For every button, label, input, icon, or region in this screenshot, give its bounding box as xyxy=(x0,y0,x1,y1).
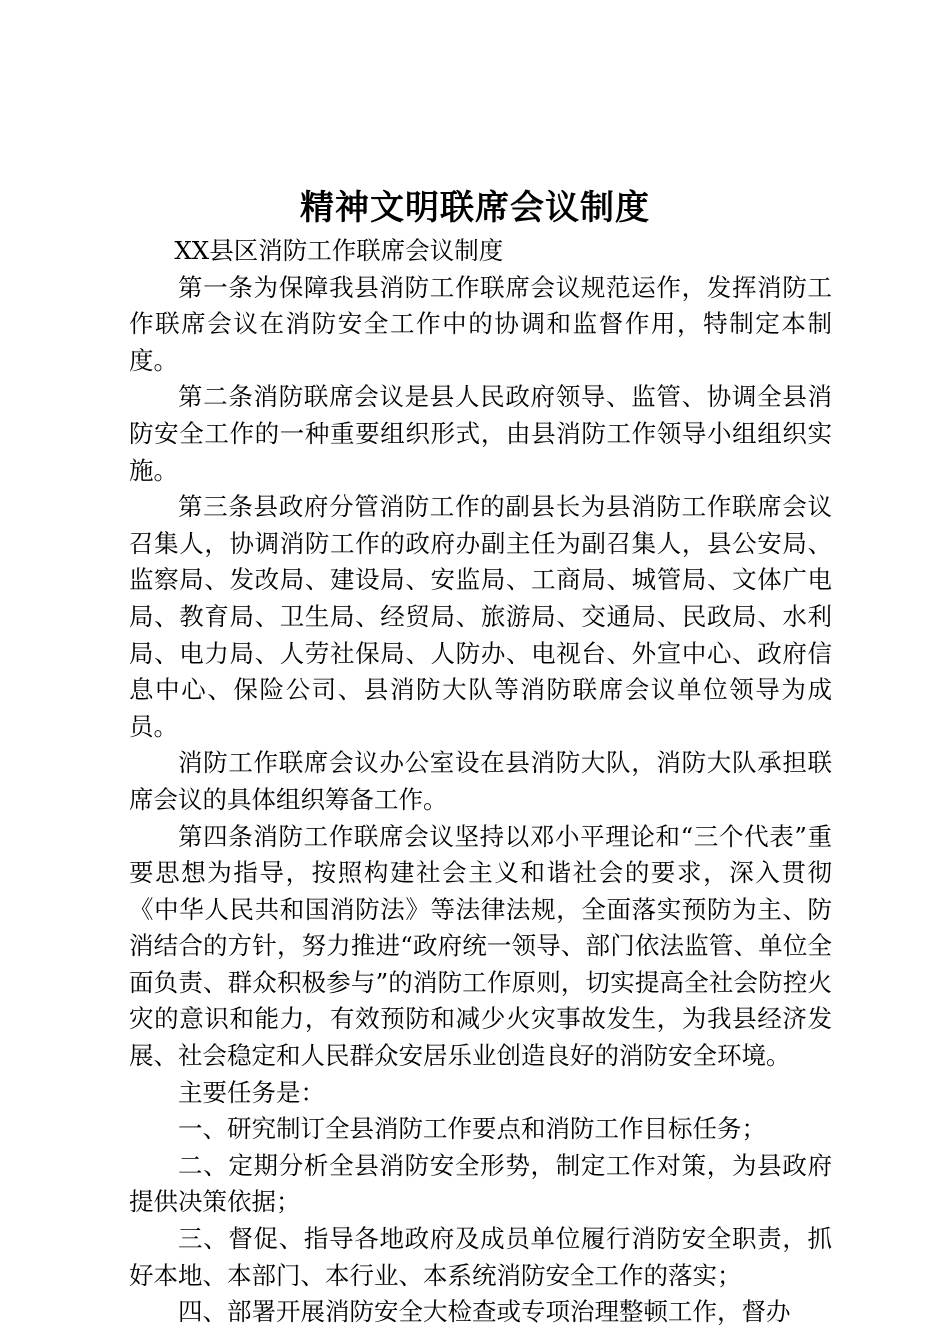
paragraph-task-3: 三、督促、指导各地政府及成员单位履行消防安全职责，抓好本地、本部门、本行业、本系统消防安全工作的落实； xyxy=(129,1224,832,1290)
paragraph-office: 消防工作联席会议办公室设在县消防大队，消防大队承担联席会议的具体组织筹备工作。 xyxy=(129,748,832,814)
paragraph-article-1: 第一条为保障我县消防工作联席会议规范运作，发挥消防工作联席会议在消防安全工作中的协调和监督作用，特制定本制度。 xyxy=(129,272,832,375)
paragraph-task-1: 一、研究制订全县消防工作要点和消防工作目标任务； xyxy=(178,1114,766,1144)
paragraph-article-3: 第三条县政府分管消防工作的副县长为县消防工作联席会议召集人，协调消防工作的政府办副主任为副召集人，县公安局、监察局、发改局、建设局、安监局、工商局、城管局、文体广电局、教育局、卫生局、经贸局、旅游局、交通局、民政局、水利局、电力局、人劳社保局、人防办、电视台、外宣中心、政府信息中心、保险公司、县消防大队等消防联席会议单位领导为成员。 xyxy=(129,492,832,741)
document-subtitle: XX县区消防工作联席会议制度 xyxy=(174,236,504,265)
document-title: 精神文明联席会议制度 xyxy=(300,188,650,228)
paragraph-article-4: 第四条消防工作联席会议坚持以邓小平理论和“三个代表”重要思想为指导，按照构建社会主义和谐社会的要求，深入贯彻《中华人民共和国消防法》等法律法规，全面落实预防为主、防消结合的方针，努力推进“政府统一领导、部门依法监管、单位全面负责、群众积极参与”的消防工作原则，切实提高全社会防控火灾的意识和能力，有效预防和减少火灾事故发生，为我县经济发展、社会稳定和人民群众安居乐业创造良好的消防安全环境。 xyxy=(129,821,832,1071)
document-body xyxy=(129,233,832,1331)
paragraph-main-tasks-heading: 主要任务是： xyxy=(178,1077,325,1107)
paragraph-article-2: 第二条消防联席会议是县人民政府领导、监管、协调全县消防安全工作的一种重要组织形式，由县消防工作领导小组组织实施。 xyxy=(129,382,832,485)
paragraph-task-2: 二、定期分析全县消防安全形势，制定工作对策，为县政府提供决策依据； xyxy=(129,1150,832,1217)
paragraph-task-4: 四、部署开展消防安全大检查或专项治理整顿工作，督办 xyxy=(178,1297,791,1327)
